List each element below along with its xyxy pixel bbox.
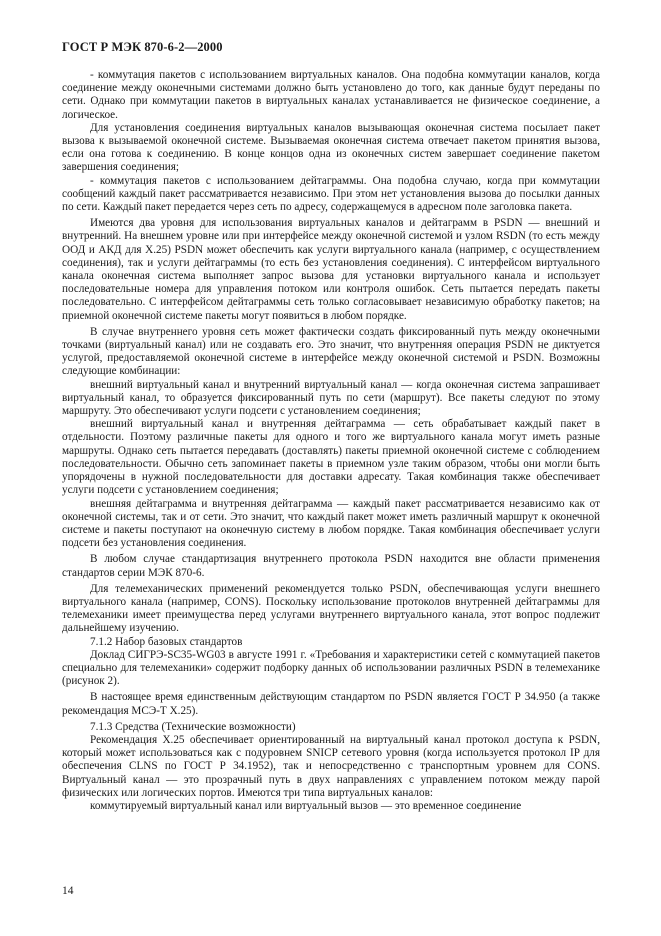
paragraph: Для телемеханических применений рекомендуется только PSDN, обеспечивающая услуги внешнего виртуального канала (например, CONS). Поскольку использование протоколов внутренней дейтаграммы для телемеханики имеет преимущества перед услугами внутреннего виртуального канала, этот вопрос подлежит дальнейшему изучению. <box>62 582 600 635</box>
paragraph: Доклад СИГРЭ-SC35-WG03 в августе 1991 г. «Требования и характеристики сетей с коммутацией пакетов специально для телемеханики» содержит подборку данных об использовании различных PSDN в телемеханике (рисунок 2). <box>62 648 600 688</box>
paragraph: В настоящее время единственным действующим стандартом по PSDN является ГОСТ Р 34.950 (а также рекомендация МСЭ-Т X.25). <box>62 691 600 717</box>
paragraph: Рекомендация X.25 обеспечивает ориентированный на виртуальный канал протокол доступа к PSDN, который может использоваться как с подуровнем SNICP сетевого уровня (когда используется протокол IP для обеспечения CLNS по ГОСТ Р 34.1952), так и непосредственно с транспортным уровнем для CONS. Виртуальный канал — это прозрачный путь в двух направлениях с управлением потоком между парой физических или логических портов. Имеются три типа виртуальных каналов: <box>62 733 600 799</box>
paragraph: внешняя дейтаграмма и внутренняя дейтаграмма — каждый пакет рассматривается независимо как от оконечной системы, так и от сети. Это значит, что каждый пакет может иметь различный маршрут к оконечной системе и пакеты поступают на оконечную систему в любом порядке. Такая комбинация обеспечивает услуги подсети без установления соединения. <box>62 497 600 550</box>
document-header: ГОСТ Р МЭК 870-6-2—2000 <box>62 40 223 54</box>
paragraph: В случае внутреннего уровня сеть может фактически создать фиксированный путь между оконечными точками (виртуальный канал) или не создавать его. Это значит, что внутренняя операция PSDN не диктуется услугой, предоставляемой оконечной системе в интерфейсе между оконечной системой и PSDN. Возможны следующие комбинации: <box>62 325 600 378</box>
paragraph: коммутируемый виртуальный канал или виртуальный вызов — это временное соединение <box>90 799 522 812</box>
paragraph: внешний виртуальный канал и внутренняя дейтаграмма — сеть обрабатывает каждый пакет в отдельности. Поэтому различные пакеты для одного и того же виртуального канала могут иметь разные маршруты. Однако сеть пытается передавать (доставлять) пакеты приемной оконечной системе с соблюдением последовательности. Обычно сеть запоминает пакеты в приемном узле таким образом, чтобы они могли быть упорядочены в нужной последовательности для доставки адресату. Такая комбинация также обеспечивает услуги подсети с установлением соединения; <box>62 418 600 497</box>
paragraph: внешний виртуальный канал и внутренний виртуальный канал — когда оконечная система запрашивает виртуальный канал, то образуется фиксированный путь по сети (маршрут). Все пакеты следуют по этому маршруту. Это обеспечивают услуги подсети с установлением соединения; <box>62 378 600 418</box>
document-body <box>62 69 600 813</box>
page-number: 14 <box>62 885 74 897</box>
paragraph: - коммутация пакетов с использованием дейтаграммы. Она подобна случаю, когда при коммутации сообщений каждый пакет рассматривается независимо. При этом нет установления вызова до посылки данных по сети. Каждый пакет передается через сеть по адресу, содержащемуся в адресном поле заголовка пакета. <box>62 174 600 214</box>
paragraph: Имеются два уровня для использования виртуальных каналов и дейтаграмм в PSDN — внешний и внутренний. На внешнем уровне или при интерфейсе между оконечной системой и узлом RSDN (то есть между ООД и АКД для X.25) PSDN может обеспечить как услуги виртуального канала (например, с осуществлением соединения), так и услуги дейтаграммы (то есть без установления соединения). С интерфейсом виртуального канала оконечная система выполняет запрос вызова для установки виртуального канала и использует последовательные номера для управления потоком или контроля ошибок. Сеть пытается передать пакеты последовательно. С интерфейсом дейтаграммы сеть только согласовывает независимую обработку пакетов; на приемной оконечной системе пакеты могут появиться в любом порядке. <box>62 217 600 322</box>
paragraph: Для установления соединения виртуальных каналов вызывающая оконечная система посылает пакет вызова к вызываемой оконечной системе. Вызываемая оконечная система отвечает пакетом принятия вызова, если она готова к соединению. В конце концов одна из оконечных систем завершает соединение пакетом завершения соединения; <box>62 121 600 174</box>
paragraph: - коммутация пакетов с использованием виртуальных каналов. Она подобна коммутации каналов, когда соединение между оконечными системами должно быть установлено до того, как данные будут переданы по сети. Однако при коммутации пакетов в виртуальных каналах устанавливается не физическое соединение, а логическое. <box>62 69 600 121</box>
paragraph: В любом случае стандартизация внутреннего протокола PSDN находится вне области применения стандартов серии МЭК 870-6. <box>62 553 600 579</box>
section-heading: 7.1.2 Набор базовых стандартов <box>90 635 243 648</box>
section-heading: 7.1.3 Средства (Технические возможности) <box>90 720 296 733</box>
